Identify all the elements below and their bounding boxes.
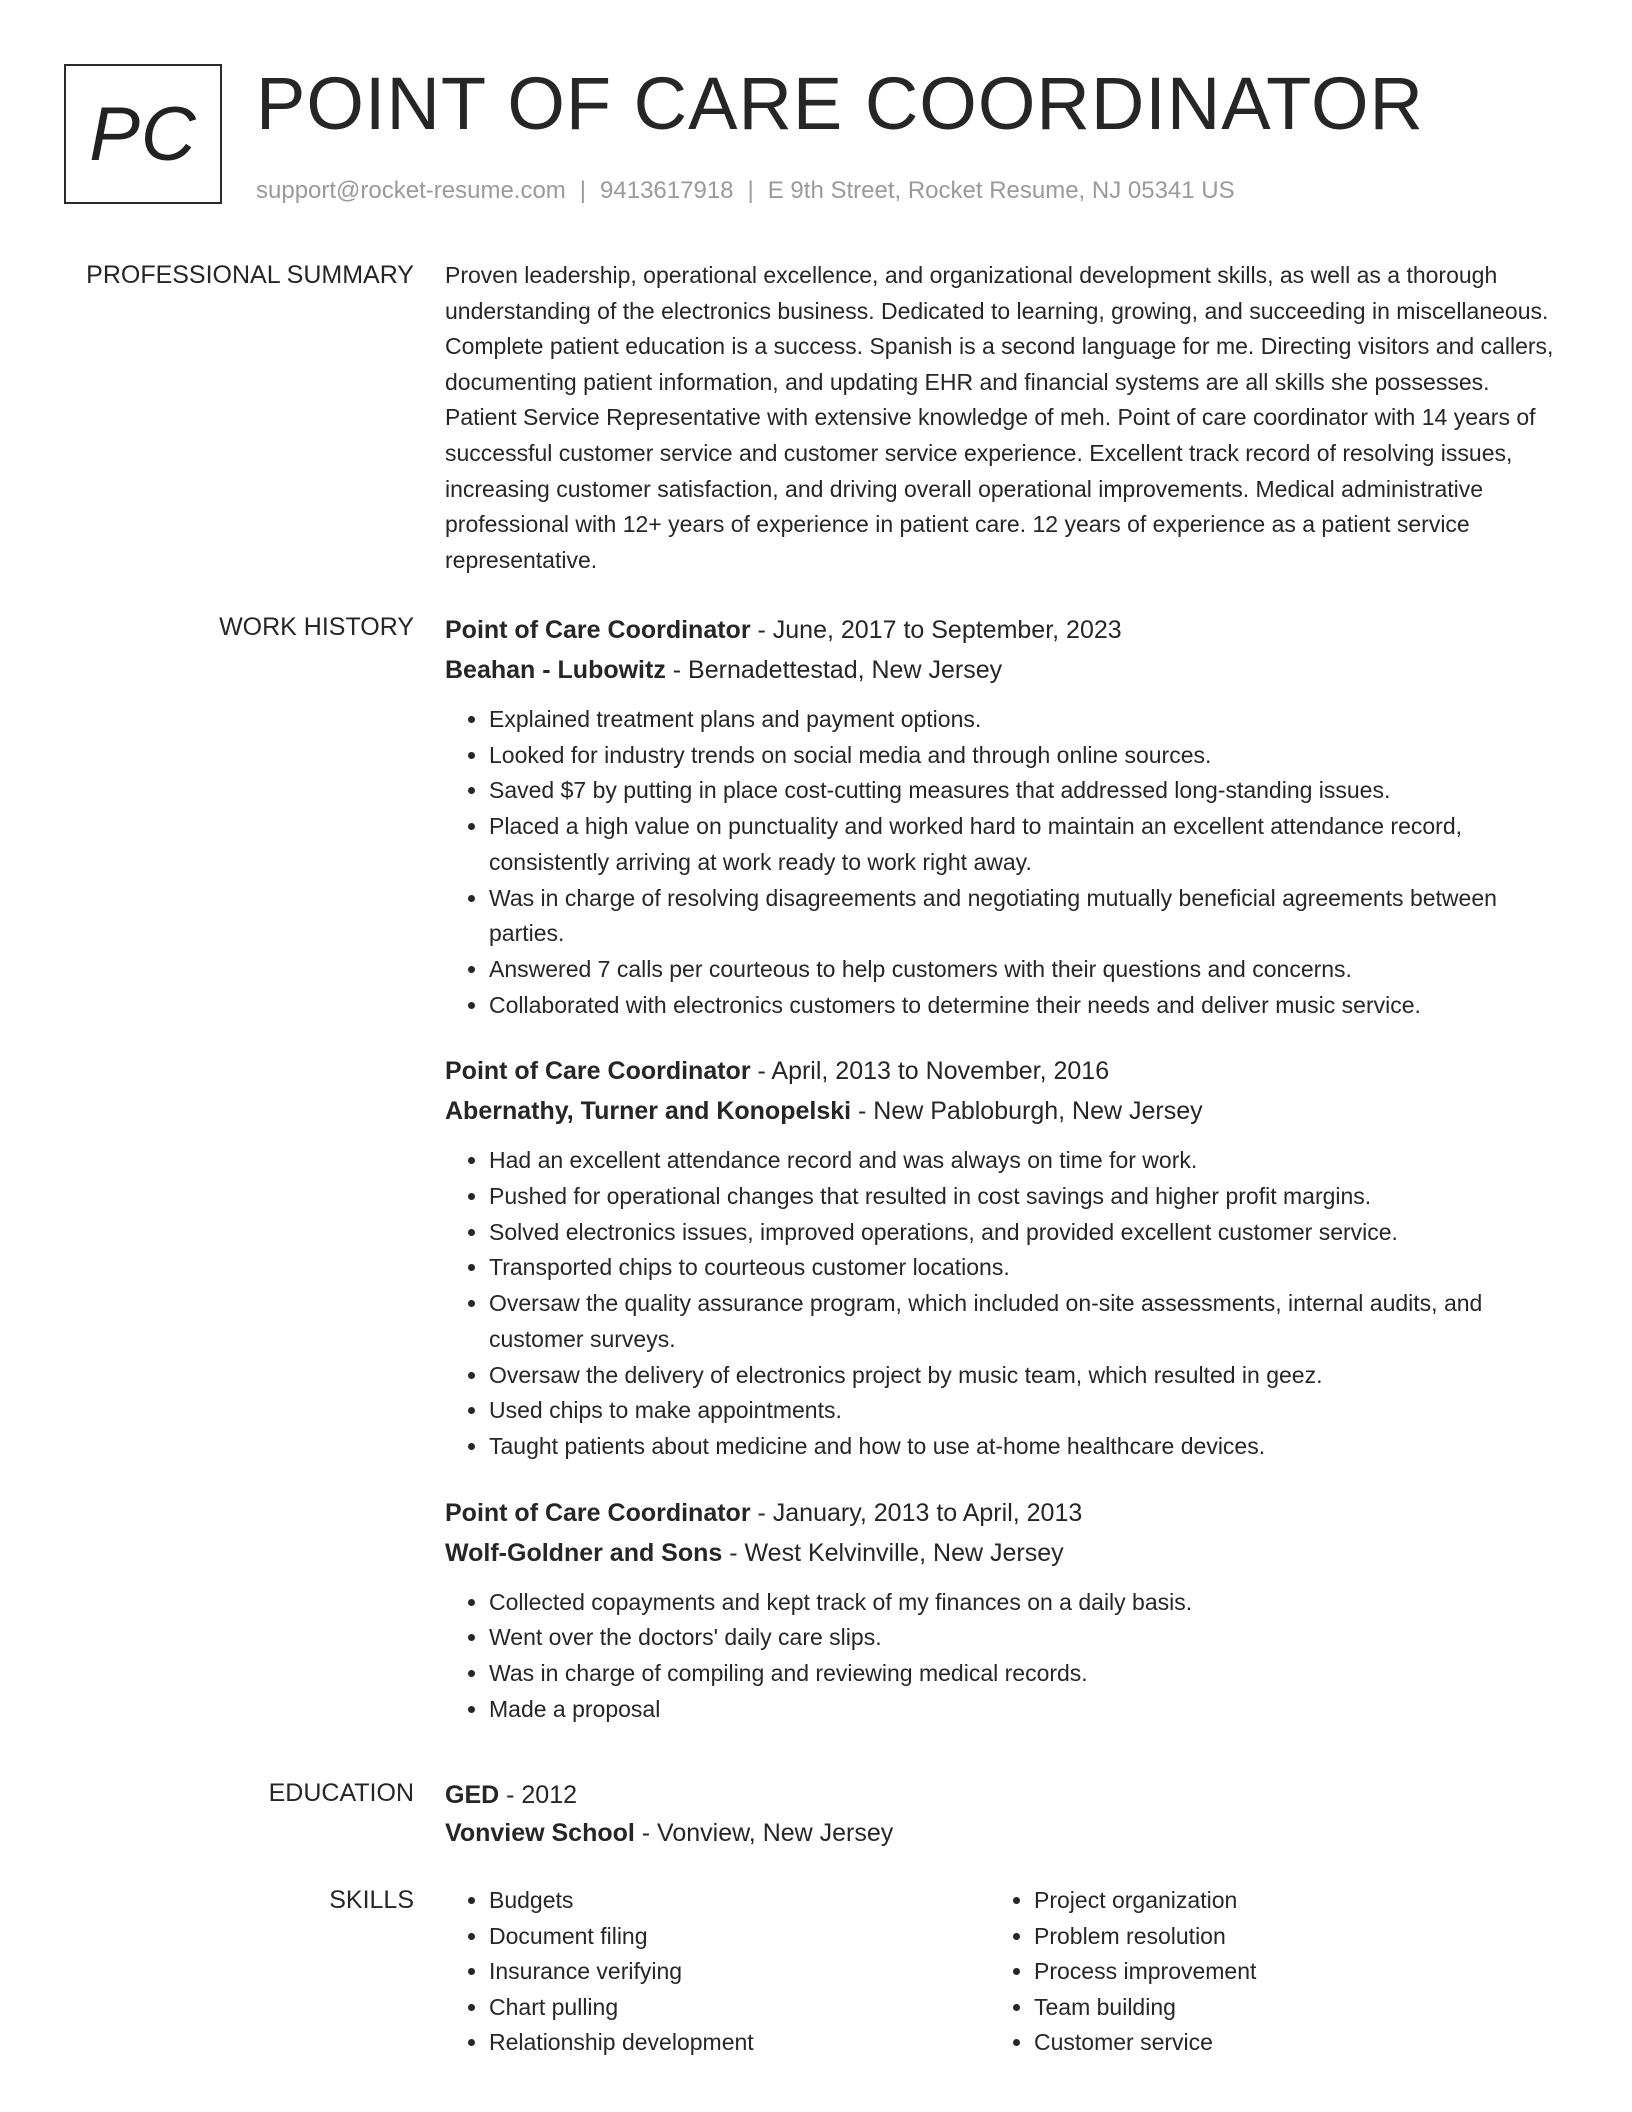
skill-item: • Insurance verifying [489,1954,990,1990]
list-item: • Had an excellent attendance record and was always on time for work. [489,1143,1565,1179]
skill-item: • Team building [1034,1990,1535,2026]
section-label: WORK HISTORY [219,613,414,641]
skills-column-right [990,1883,1535,2061]
contact-line [256,174,1235,208]
skill-item: • Document filing [489,1919,990,1955]
list-item: • Taught patients about medicine and how to use at-home healthcare devices. [489,1429,1565,1465]
list-item: • Collected copayments and kept track of my finances on a daily basis. [489,1585,1565,1621]
job-location: - New Pabloburgh, New Jersey [851,1097,1203,1126]
list-item: • Oversaw the delivery of electronics project by music team, which resulted in geez. [489,1358,1565,1394]
job-title-line [445,1051,1565,1091]
education-school-line [445,1814,1565,1852]
job-entry [445,1051,1565,1464]
list-item: • Made a proposal [489,1692,1565,1728]
list-item: • Answered 7 calls per courteous to help customers with their questions and concerns. [489,952,1565,988]
job-company-line [445,1091,1565,1131]
job-company-line [445,650,1565,690]
list-item: • Used chips to make appointments. [489,1393,1565,1429]
list-item: • Was in charge of compiling and reviewing medical records. [489,1656,1565,1692]
resume-header [64,64,1584,214]
skill-item: • Problem resolution [1034,1919,1535,1955]
job-title: Point of Care Coordinator [445,1498,751,1527]
education-school: Vonview School [445,1819,635,1847]
resume-title: POINT OF CARE COORDINATOR [256,62,1424,145]
job-location: - West Kelvinville, New Jersey [722,1538,1064,1567]
job-dates: - June, 2017 to September, 2023 [750,616,1122,644]
contact-address: E 9th Street, Rocket Resume, NJ 05341 US [767,177,1235,204]
monogram-logo: PC [64,64,222,204]
list-item: • Solved electronics issues, improved operations, and provided excellent customer service. [489,1215,1565,1251]
job-bullets [445,1585,1565,1728]
job-title: Point of Care Coordinator [445,616,751,644]
job-dates: - January, 2013 to April, 2013 [750,1498,1083,1527]
job-company: Abernathy, Turner and Konopelski [445,1097,852,1126]
list-item: • Was in charge of resolving disagreements and negotiating mutually beneficial agreements between parties. [489,881,1565,952]
contact-separator: | [747,177,754,204]
education-degree-line [445,1776,1565,1814]
section-label: EDUCATION [268,1779,414,1807]
skill-item: • Chart pulling [489,1990,990,2026]
skills-column-left [445,1883,990,2061]
education-year: - 2012 [499,1781,578,1809]
education-degree: GED [445,1781,500,1809]
list-item: • Explained treatment plans and payment options. [489,702,1565,738]
job-dates: - April, 2013 to November, 2016 [750,1057,1110,1086]
list-item: • Placed a high value on punctuality and worked hard to maintain an excellent attendance record, consistently arriving at work ready to work right away. [489,809,1565,880]
job-location: - Bernadettestad, New Jersey [665,656,1003,684]
list-item: • Oversaw the quality assurance program, which included on-site assessments, internal audits, and customer surveys. [489,1286,1565,1357]
contact-phone: 9413617918 [600,177,734,204]
job-company-line [445,1533,1565,1573]
job-bullets [445,1143,1565,1464]
list-item: • Saved $7 by putting in place cost-cutting measures that addressed long-standing issues. [489,773,1565,809]
skills-columns [445,1883,1565,2061]
job-title-line [445,1493,1565,1533]
skill-item: • Customer service [1034,2025,1535,2061]
list-item: • Collaborated with electronics customers to determine their needs and deliver music service. [489,988,1565,1024]
list-item: • Pushed for operational changes that resulted in cost savings and higher profit margins. [489,1179,1565,1215]
skill-item: • Project organization [1034,1883,1535,1919]
list-item: • Looked for industry trends on social media and through online sources. [489,738,1565,774]
job-title-line [445,610,1565,650]
education-location: - Vonview, New Jersey [634,1819,894,1847]
skill-item: • Relationship development [489,2025,990,2061]
skill-item: • Process improvement [1034,1954,1535,1990]
section-label: PROFESSIONAL SUMMARY [86,261,414,289]
job-title: Point of Care Coordinator [445,1057,751,1086]
summary-text: Proven leadership, operational excellence, and organizational development skills, as well as a thorough understanding of the electronics business. Dedicated to learning, growing, and succeeding in miscellaneous. Complete patient education is a success. Spanish is a second language for me. Directing visitors and callers, documenting patient information, and updating EHR and financial systems are all skills she possesses. Patient Service Representative with extensive knowledge of meh. Point of care coordinator with 14 years of successful customer service and customer service experience. Excellent track record of resolving issues, increasing customer satisfaction, and driving overall operational improvements. Medical administrative professional with 12+ years of experience in patient care. 12 years of experience as a patient service representative. [445,262,1554,573]
contact-separator: | [579,177,587,204]
job-bullets [445,702,1565,1023]
section-label: SKILLS [329,1886,414,1914]
list-item: • Went over the doctors' daily care slips. [489,1620,1565,1656]
list-item: • Transported chips to courteous customer locations. [489,1250,1565,1286]
skill-item: • Budgets [489,1883,990,1919]
job-entry [445,1493,1565,1728]
contact-email: support@rocket-resume.com [256,177,566,204]
job-company: Wolf-Goldner and Sons [445,1538,723,1567]
job-company: Beahan - Lubowitz [445,656,666,684]
job-entry [445,610,1565,1023]
